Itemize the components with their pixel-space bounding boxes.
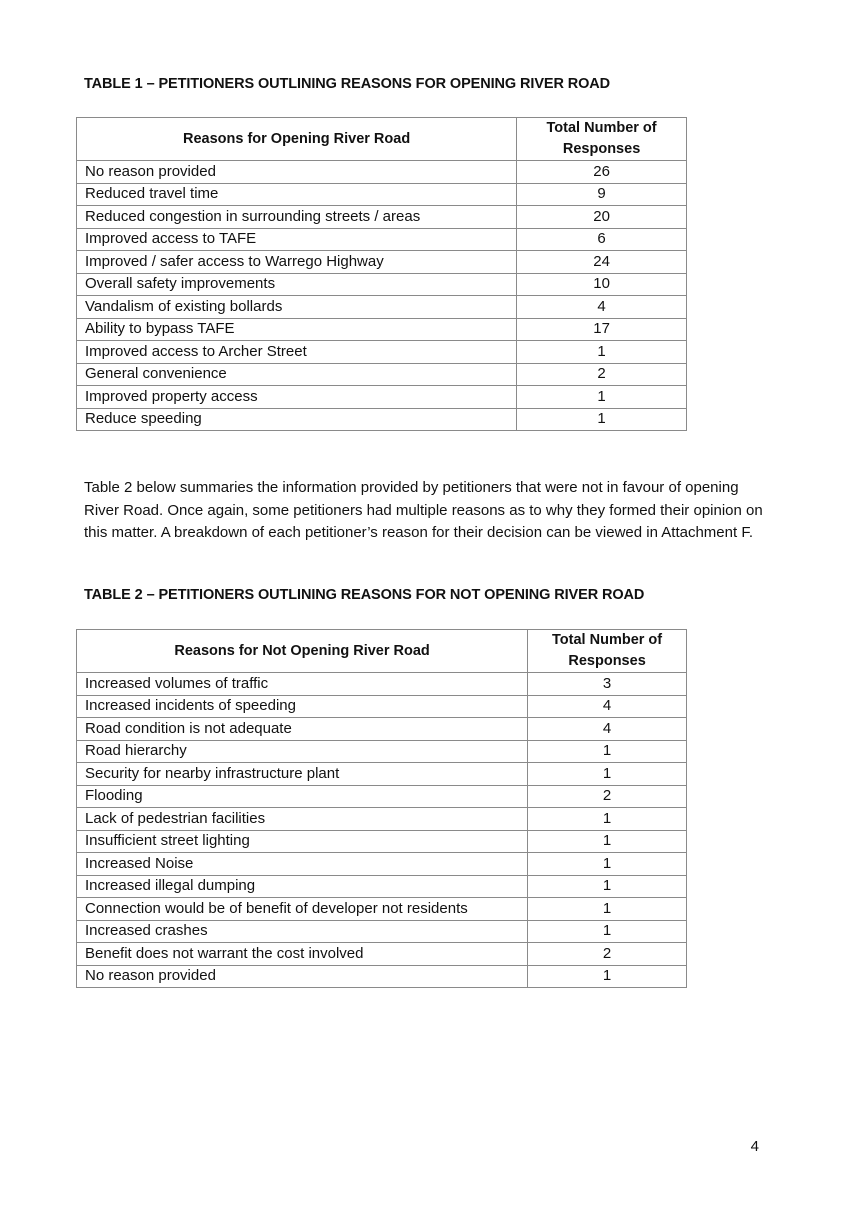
reason-cell: Connection would be of benefit of developer not residents — [77, 898, 528, 921]
reason-cell: Benefit does not warrant the cost involved — [77, 943, 528, 966]
reason-cell: Increased volumes of traffic — [77, 673, 528, 696]
reason-cell: Reduced congestion in surrounding streets / areas — [77, 206, 517, 229]
reason-cell: Lack of pedestrian facilities — [77, 808, 528, 831]
count-cell: 1 — [517, 408, 687, 431]
count-cell: 6 — [517, 228, 687, 251]
table-row — [77, 318, 687, 341]
table-row — [77, 228, 687, 251]
reason-cell: Increased crashes — [77, 920, 528, 943]
table-row — [77, 386, 687, 409]
table-row — [77, 183, 687, 206]
count-cell: 20 — [517, 206, 687, 229]
count-cell: 1 — [528, 965, 687, 988]
table-row — [77, 943, 687, 966]
table-row — [77, 853, 687, 876]
table-row — [77, 161, 687, 184]
reason-cell: Vandalism of existing bollards — [77, 296, 517, 319]
table-row — [77, 785, 687, 808]
count-cell: 1 — [528, 740, 687, 763]
table-row — [77, 898, 687, 921]
count-cell: 1 — [528, 830, 687, 853]
reason-cell: Reduce speeding — [77, 408, 517, 431]
count-cell: 10 — [517, 273, 687, 296]
count-cell: 2 — [528, 943, 687, 966]
table-row — [77, 695, 687, 718]
body-paragraph: Table 2 below summaries the information provided by petitioners that were not in favour of opening River Road. Once again, some petitioners had multiple reasons as to why they formed their opinion on this matter. A breakdown of each petitioner’s reason for their decision can be viewed in Attachment F. — [84, 479, 763, 541]
reason-cell: Improved access to TAFE — [77, 228, 517, 251]
table-row — [77, 673, 687, 696]
count-cell: 1 — [528, 763, 687, 786]
column-header: Reasons for Opening River Road — [77, 118, 517, 161]
reason-cell: Improved property access — [77, 386, 517, 409]
table-row — [77, 363, 687, 386]
reason-cell: Road condition is not adequate — [77, 718, 528, 741]
table-row — [77, 920, 687, 943]
count-cell: 4 — [517, 296, 687, 319]
column-header: Total Number of Responses — [528, 630, 687, 673]
table1 — [76, 117, 687, 431]
table2 — [76, 629, 687, 988]
count-cell: 1 — [528, 920, 687, 943]
table-row — [77, 273, 687, 296]
count-cell: 4 — [528, 695, 687, 718]
table-row — [77, 830, 687, 853]
page-number: 4 — [750, 1138, 759, 1155]
count-cell: 1 — [517, 341, 687, 364]
count-cell: 17 — [517, 318, 687, 341]
table-header-row — [77, 118, 687, 161]
count-cell: 26 — [517, 161, 687, 184]
table-row — [77, 251, 687, 274]
count-cell: 1 — [528, 808, 687, 831]
reason-cell: No reason provided — [77, 965, 528, 988]
count-cell: 24 — [517, 251, 687, 274]
reason-cell: General convenience — [77, 363, 517, 386]
reason-cell: Flooding — [77, 785, 528, 808]
count-cell: 4 — [528, 718, 687, 741]
table-row — [77, 763, 687, 786]
table-row — [77, 206, 687, 229]
reason-cell: Road hierarchy — [77, 740, 528, 763]
count-cell: 3 — [528, 673, 687, 696]
reason-cell: Increased Noise — [77, 853, 528, 876]
table-row — [77, 408, 687, 431]
table-row — [77, 965, 687, 988]
table-row — [77, 296, 687, 319]
count-cell: 2 — [517, 363, 687, 386]
reason-cell: Overall safety improvements — [77, 273, 517, 296]
count-cell: 1 — [528, 898, 687, 921]
reason-cell: Reduced travel time — [77, 183, 517, 206]
table-row — [77, 808, 687, 831]
table1-title: TABLE 1 – PETITIONERS OUTLINING REASONS FOR OPENING RIVER ROAD — [84, 76, 611, 92]
count-cell: 1 — [528, 875, 687, 898]
reason-cell: Insufficient street lighting — [77, 830, 528, 853]
reason-cell: Ability to bypass TAFE — [77, 318, 517, 341]
table-row — [77, 875, 687, 898]
reason-cell: Improved access to Archer Street — [77, 341, 517, 364]
count-cell: 1 — [517, 386, 687, 409]
table-header-row — [77, 630, 687, 673]
reason-cell: Increased incidents of speeding — [77, 695, 528, 718]
count-cell: 1 — [528, 853, 687, 876]
table2-title: TABLE 2 – PETITIONERS OUTLINING REASONS FOR NOT OPENING RIVER ROAD — [84, 587, 645, 603]
reason-cell: Improved / safer access to Warrego Highway — [77, 251, 517, 274]
reason-cell: Security for nearby infrastructure plant — [77, 763, 528, 786]
table-row — [77, 718, 687, 741]
table-row — [77, 341, 687, 364]
reason-cell: No reason provided — [77, 161, 517, 184]
reason-cell: Increased illegal dumping — [77, 875, 528, 898]
column-header: Reasons for Not Opening River Road — [77, 630, 528, 673]
table-row — [77, 740, 687, 763]
count-cell: 9 — [517, 183, 687, 206]
column-header: Total Number of Responses — [517, 118, 687, 161]
count-cell: 2 — [528, 785, 687, 808]
